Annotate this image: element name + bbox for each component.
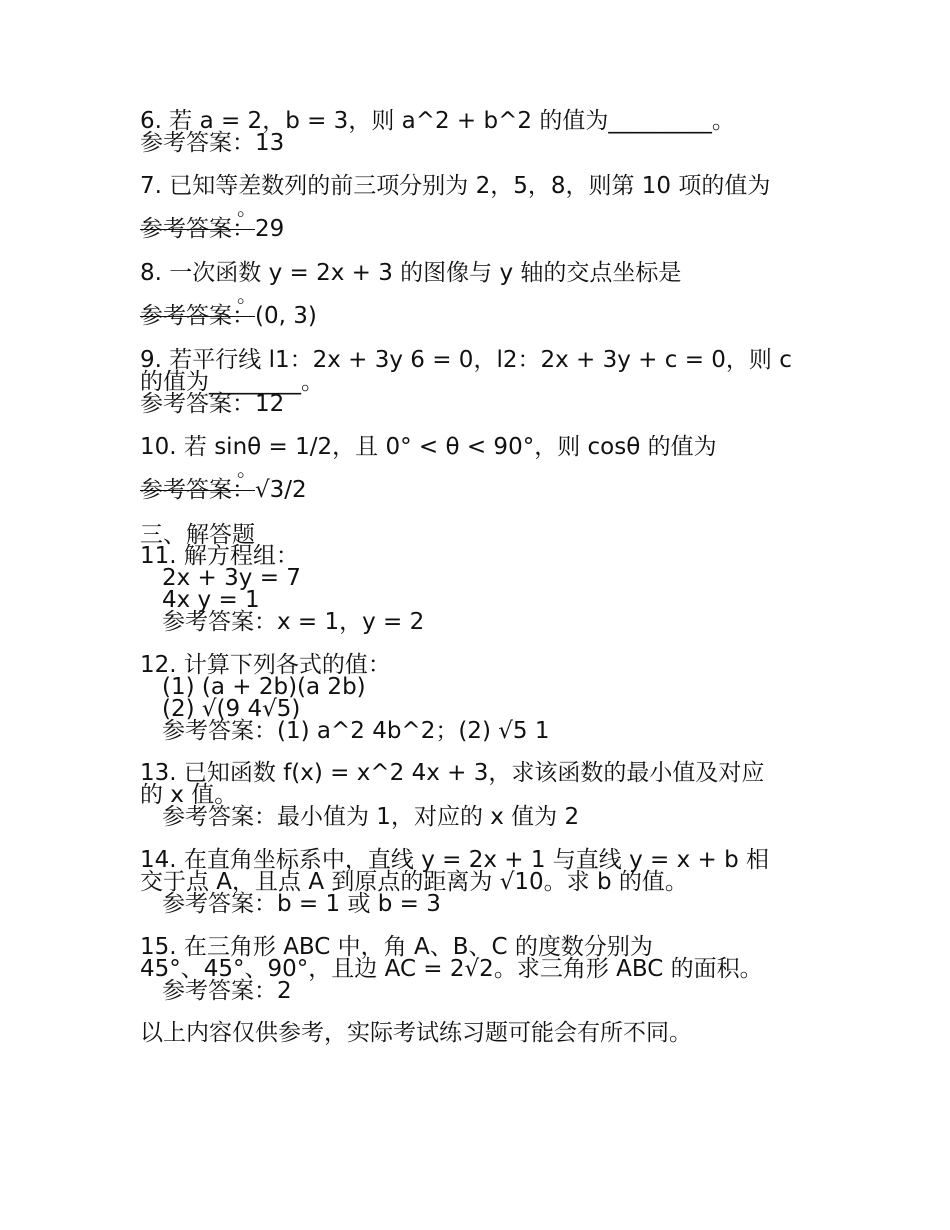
question-10: 10. 若 sinθ = 1/2，且 0° < θ < 90°，则 cosθ 的值为	[140, 434, 717, 460]
answer-7	[140, 216, 284, 242]
answer-13: 参考答案：最小值为 1，对应的 x 值为 2	[162, 804, 580, 830]
answer-14: 参考答案：b = 1 或 b = 3	[162, 891, 441, 917]
question-15-line-2: 45°、45°、90°，且边 AC = 2√2。求三角形 ABC 的面积。	[140, 956, 763, 982]
question-15-line-1: 15. 在三角形 ABC 中，角 A、B、C 的度数分别为	[140, 934, 653, 960]
equation-1: 2x + 3y = 7	[162, 565, 301, 591]
answer-value: (0, 3)	[255, 303, 317, 329]
answer-value: √3/2	[255, 477, 307, 503]
answer-15: 参考答案：2	[162, 978, 292, 1004]
overflow-period: 。	[237, 283, 257, 307]
answer-label: 参考答案：	[140, 303, 255, 329]
question-6: 6. 若 a = 2，b = 3，则 a^2 + b^2 的值为_________。	[140, 108, 735, 134]
question-11: 11. 解方程组：	[140, 543, 299, 569]
question-14-line-1: 14. 在直角坐标系中，直线 y = 2x + 1 与直线 y = x + b 相	[140, 847, 770, 873]
answer-11: 参考答案：x = 1，y = 2	[162, 609, 425, 635]
section-title: 三、解答题	[140, 522, 255, 548]
question-13-line-1: 13. 已知函数 f(x) = x^2 4x + 3，求该函数的最小值及对应	[140, 760, 765, 786]
question-9-line-1: 9. 若平行线 l1：2x + 3y 6 = 0，l2：2x + 3y + c = 0，则 c	[140, 347, 792, 373]
answer-label: 参考答案：	[140, 216, 255, 242]
overflow-period: 。	[237, 457, 257, 481]
answer-label: 参考答案：	[140, 130, 255, 156]
question-13-line-2: 的 x 值。	[140, 782, 238, 808]
answer-8	[140, 303, 317, 329]
question-14-line-2: 交于点 A，且点 A 到原点的距离为 √10。求 b 的值。	[140, 869, 688, 895]
answer-label: 参考答案：	[140, 391, 255, 417]
question-9-line-2: 的值为________。	[140, 369, 324, 395]
overflow-period: 。	[237, 196, 257, 220]
part-2: (2) √(9 4√5)	[162, 696, 301, 722]
answer-value: 29	[255, 216, 285, 242]
answer-10	[140, 477, 307, 503]
question-12: 12. 计算下列各式的值：	[140, 652, 391, 678]
answer-label: 参考答案：	[140, 477, 255, 503]
question-7: 7. 已知等差数列的前三项分别为 2，5，8，则第 10 项的值为	[140, 173, 771, 199]
answer-value: 12	[255, 391, 285, 417]
answer-9	[140, 391, 284, 417]
part-1: (1) (a + 2b)(a 2b)	[162, 674, 366, 700]
footer-note: 以上内容仅供参考，实际考试练习题可能会有所不同。	[140, 1020, 692, 1046]
equation-2: 4x y = 1	[162, 587, 260, 613]
answer-12: 参考答案：(1) a^2 4b^2；(2) √5 1	[162, 718, 550, 744]
answer-6	[140, 130, 284, 156]
answer-value: 13	[255, 130, 285, 156]
question-8: 8. 一次函数 y = 2x + 3 的图像与 y 轴的交点坐标是	[140, 260, 682, 286]
